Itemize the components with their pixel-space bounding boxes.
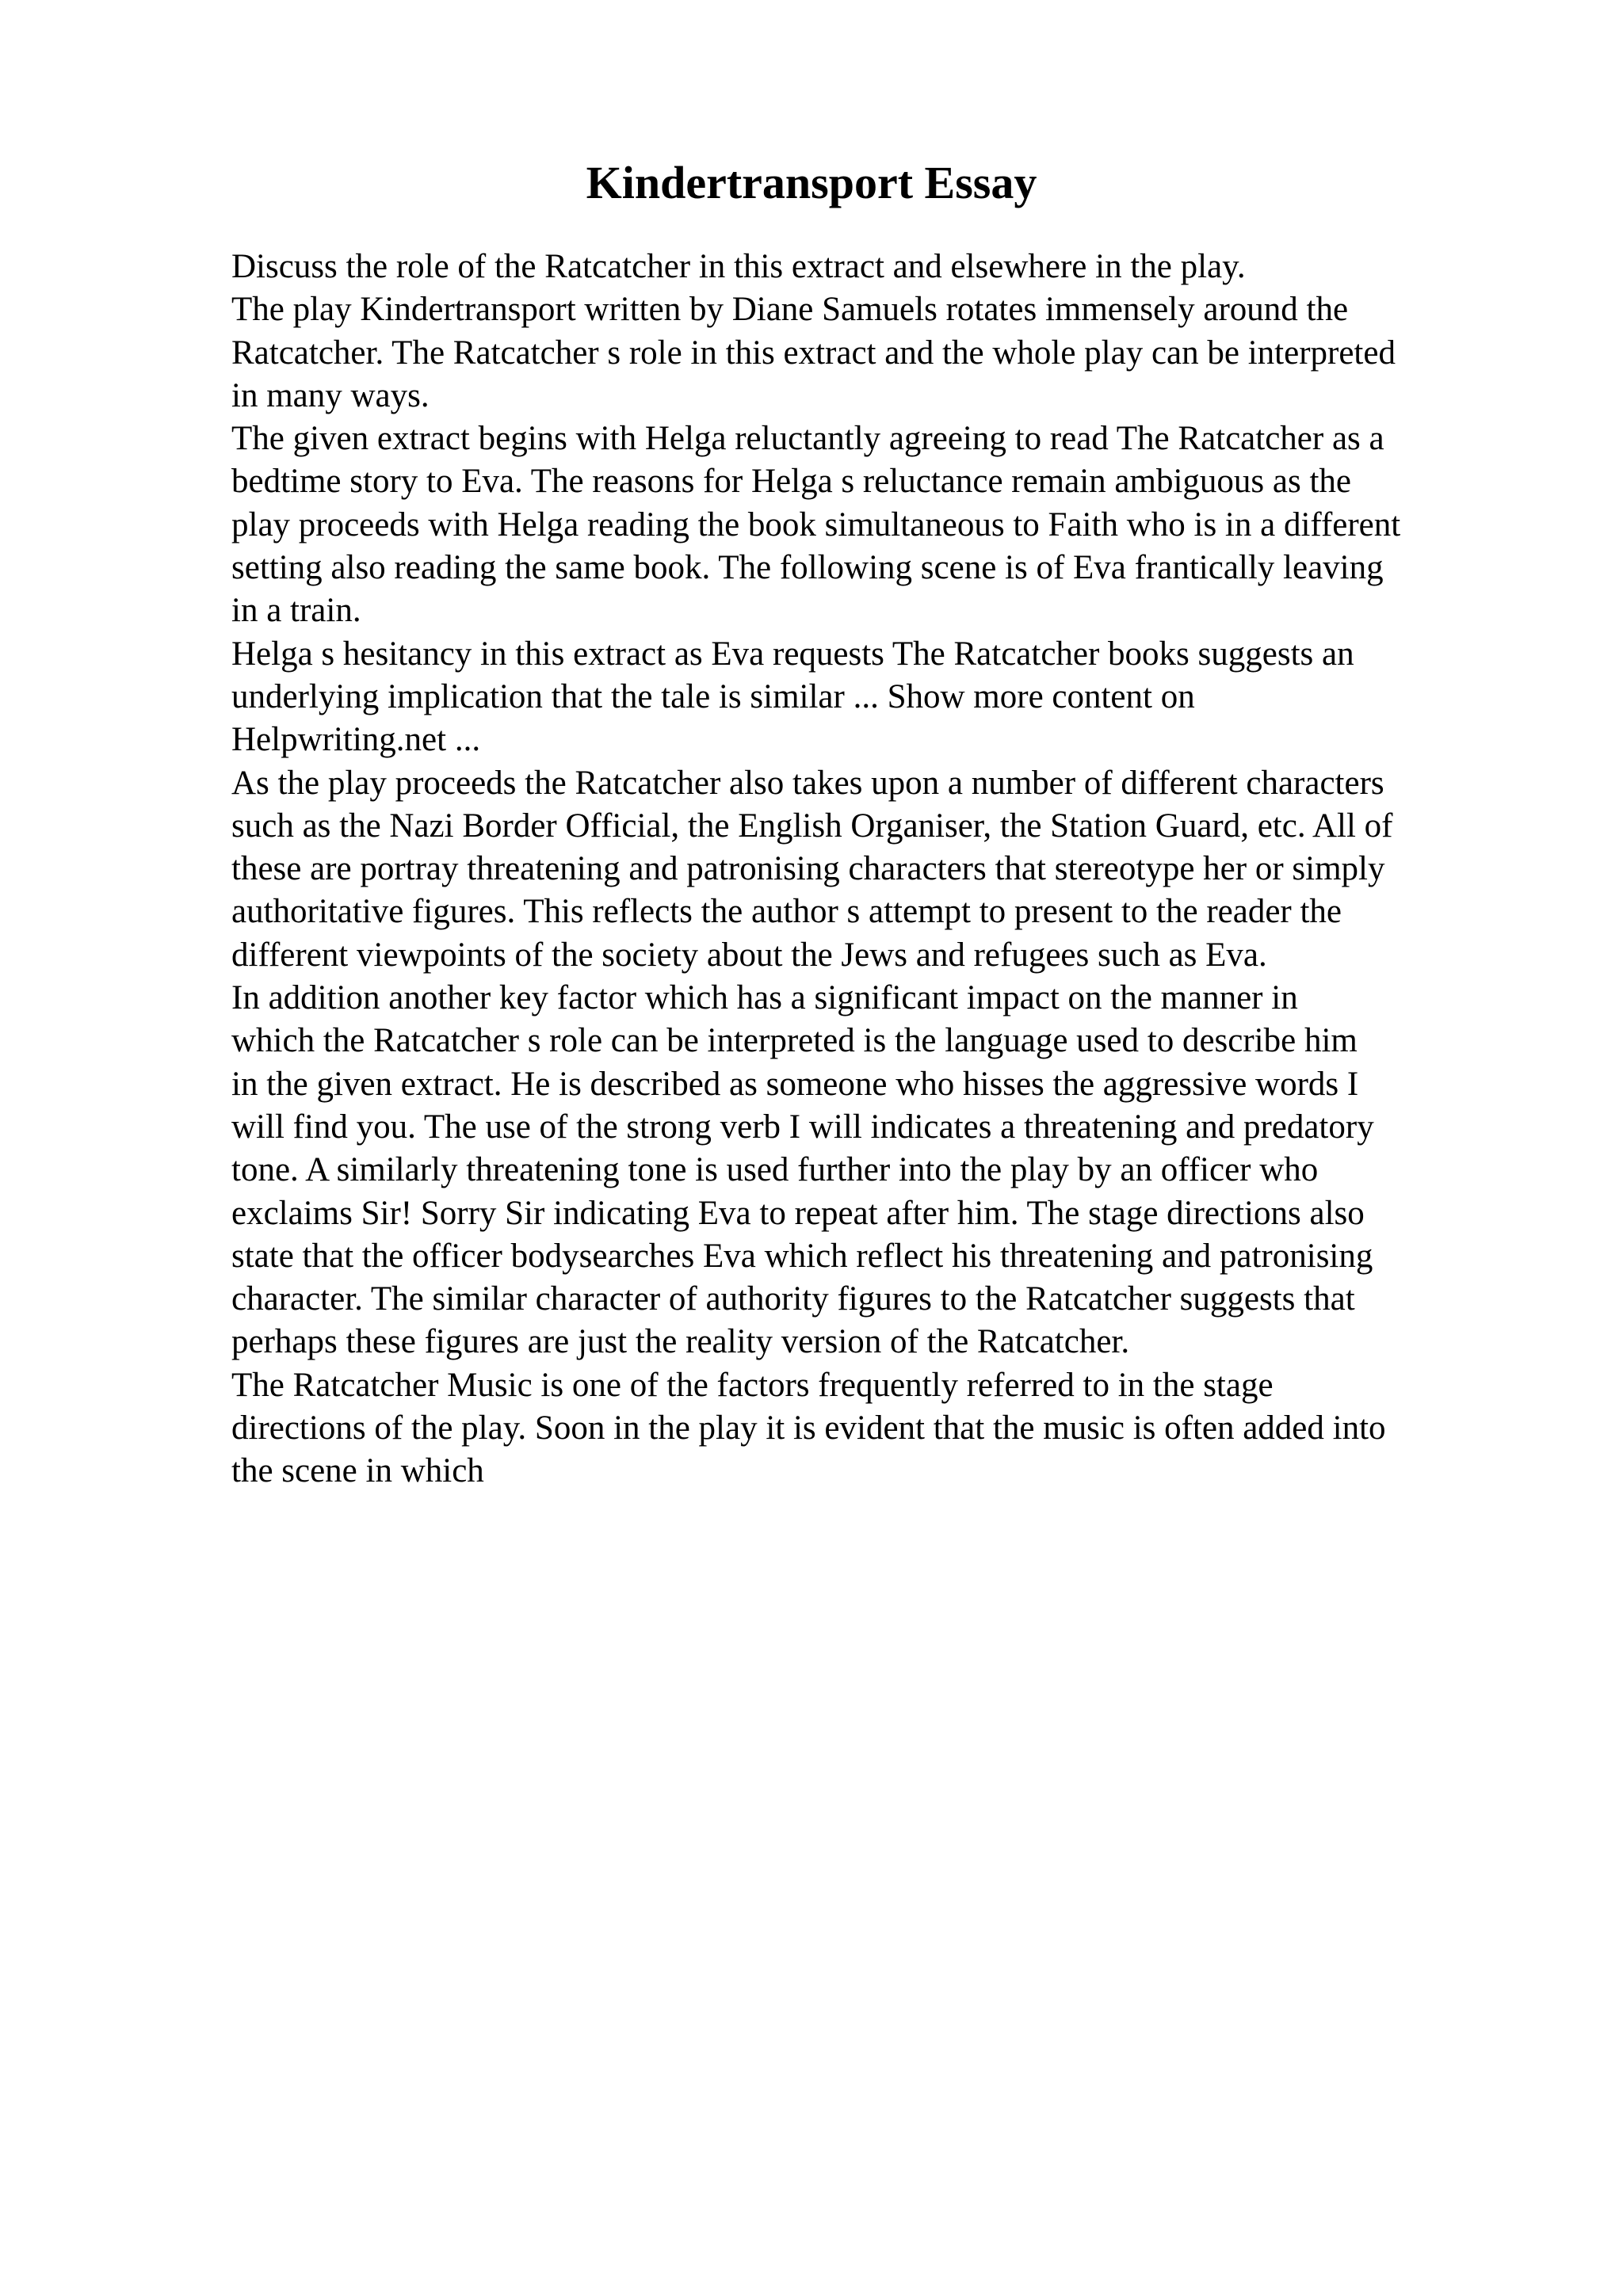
text-line: Helga s hesitancy in this extract as Eva requests The Ratcatcher books suggests an bbox=[231, 635, 1354, 673]
text-line: setting also reading the same book. The following scene is of Eva frantically leaving bbox=[231, 549, 1384, 587]
text-line: different viewpoints of the society about the Jews and refugees such as Eva. bbox=[231, 936, 1267, 974]
text-line: In addition another key factor which has a significant impact on the manner in bbox=[231, 979, 1298, 1017]
text-line: authoritative figures. This reflects the author s attempt to present to the reader the bbox=[231, 893, 1342, 931]
document-body bbox=[231, 246, 1515, 1493]
text-line: exclaims Sir! Sorry Sir indicating Eva to repeat after him. The stage directions also bbox=[231, 1194, 1365, 1232]
text-line: will find you. The use of the strong verb I will indicates a threatening and predatory bbox=[231, 1108, 1374, 1146]
text-line: As the play proceeds the Ratcatcher also takes upon a number of different characters bbox=[231, 764, 1384, 802]
text-line: in a train. bbox=[231, 592, 361, 630]
text-line: The play Kindertransport written by Diane Samuels rotates immensely around the bbox=[231, 291, 1349, 329]
text-line: perhaps these figures are just the reality version of the Ratcatcher. bbox=[231, 1323, 1130, 1361]
text-line: Helpwriting.net ... bbox=[231, 721, 481, 759]
text-line: bedtime story to Eva. The reasons for Helga s reluctance remain ambiguous as the bbox=[231, 463, 1351, 501]
document-title: Kindertransport Essay bbox=[586, 157, 1037, 208]
text-line: in many ways. bbox=[231, 376, 430, 414]
text-line: which the Ratcatcher s role can be interpreted is the language used to describe him bbox=[231, 1022, 1358, 1060]
text-line: directions of the play. Soon in the play it is evident that the music is often added into bbox=[231, 1409, 1386, 1447]
text-line: state that the officer bodysearches Eva which reflect his threatening and patronising bbox=[231, 1237, 1373, 1275]
text-line: The given extract begins with Helga reluctantly agreeing to read The Ratcatcher as a bbox=[231, 420, 1384, 458]
text-line: these are portray threatening and patronising characters that stereotype her or simply bbox=[231, 850, 1385, 888]
text-line: the scene in which bbox=[231, 1452, 484, 1490]
text-line: The Ratcatcher Music is one of the factors frequently referred to in the stage bbox=[231, 1366, 1274, 1404]
text-line: underlying implication that the tale is similar ... Show more content on bbox=[231, 677, 1195, 715]
text-line: Ratcatcher. The Ratcatcher s role in this extract and the whole play can be interpreted bbox=[231, 334, 1396, 372]
text-line: character. The similar character of authority figures to the Ratcatcher suggests that bbox=[231, 1280, 1355, 1318]
text-line: Discuss the role of the Ratcatcher in this extract and elsewhere in the play. bbox=[231, 248, 1246, 285]
text-line: tone. A similarly threatening tone is used further into the play by an officer who bbox=[231, 1151, 1319, 1189]
text-line: play proceeds with Helga reading the book simultaneous to Faith who is in a different bbox=[231, 505, 1401, 543]
text-line: in the given extract. He is described as someone who hisses the aggressive words I bbox=[231, 1065, 1359, 1103]
text-line: such as the Nazi Border Official, the English Organiser, the Station Guard, etc. All of bbox=[231, 807, 1393, 845]
